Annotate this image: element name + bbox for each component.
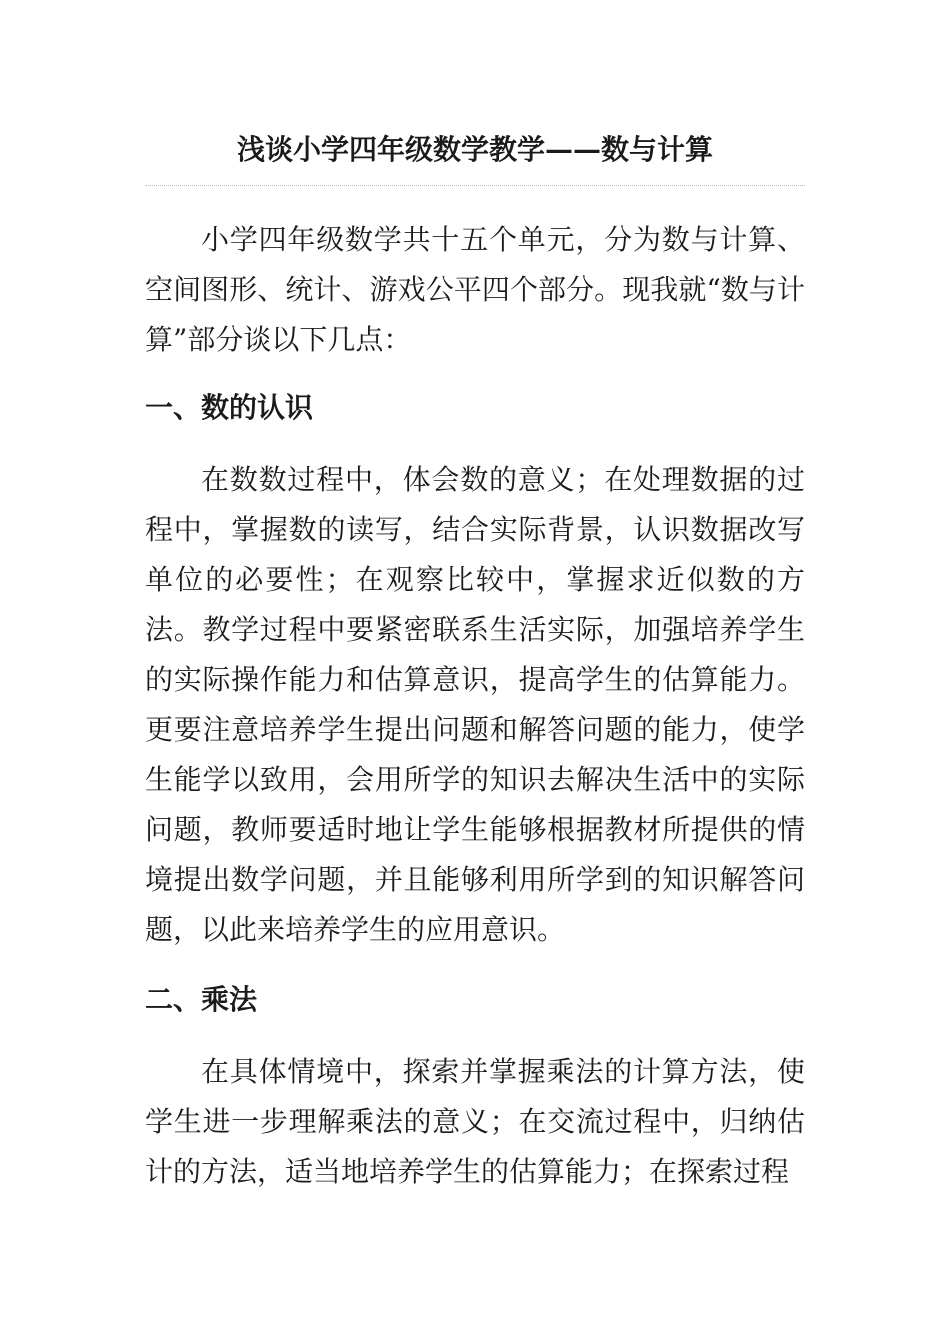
title-divider <box>145 185 805 186</box>
section-body-number-recognition: 在数数过程中，体会数的意义；在处理数据的过程中，掌握数的读写，结合实际背景，认识数据改写单位的必要性；在观察比较中，掌握求近似数的方法。教学过程中要紧密联系生活实际，加强培养学生的实际操作能力和估算意识，提高学生的估算能力。更要注意培养学生提出问题和解答问题的能力，使学生能学以致用，会用所学的知识去解决生活中的实际问题，教师要适时地让学生能够根据教材所提供的情境提出数学问题，并且能够利用所学到的知识解答问题，以此来培养学生的应用意识。 <box>145 463 805 946</box>
section-body-multiplication: 在具体情境中，探索并掌握乘法的计算方法，使学生进一步理解乘法的意义；在交流过程中，归纳估计的方法，适当地培养学生的估算能力；在探索过程 <box>145 1055 805 1188</box>
intro-paragraph: 小学四年级数学共十五个单元，分为数与计算、空间图形、统计、游戏公平四个部分。现我就“数与计算”部分谈以下几点： <box>145 223 805 356</box>
document-title: 浅谈小学四年级数学教学——数与计算 <box>236 133 713 166</box>
section-heading-multiplication: 二、乘法 <box>145 983 258 1016</box>
section-heading-number-recognition: 一、数的认识 <box>145 391 314 424</box>
